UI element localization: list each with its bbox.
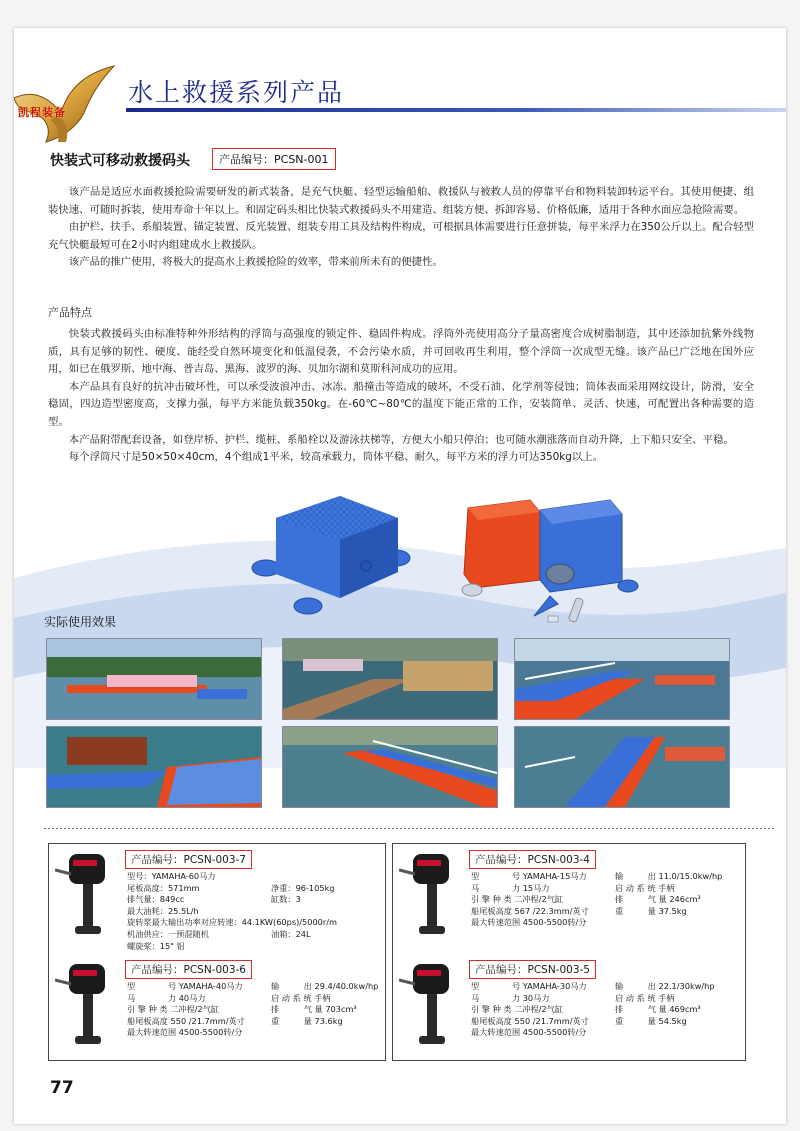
engine-code-badge: 产品编号：PCSN-003-7 xyxy=(125,850,252,869)
intro-text xyxy=(48,184,754,272)
usage-photo xyxy=(514,638,730,720)
feature-paragraph: 快装式救援码头由标准特种外形结构的浮筒与高强度的锁定件、稳固件构成。浮筒外壳使用高分子量高密度合成树脂制造，其中还添加抗紫外线物质，具有足够的韧性、硬度、能经受自然环境变化和低温侵袭，不会污染水质，并可回收再生利用，整个浮筒一次成型无缝。该产品已广泛地在国外应用，如已在俄罗斯、地中海、普吉岛、黑海、波罗的海、贝加尔湖和莫斯科河成功的应用。 xyxy=(48,328,754,376)
intro-paragraph: 该产品是适应水面救援抢险需要研发的新式装备，是充气快艇、轻型运输船舶、救援队与被救人员的停靠平台和物料装卸转运平台。其使用便捷、组装快速、可随时拆装，使用寿命十年以上。和固定码头相比快装式救援码头不用建造、组装方便、拆卸容易、价格低廉，适用于各种水面应急抢险需要。 xyxy=(48,186,754,216)
usage-label: 实际使用效果 xyxy=(44,615,117,629)
feature-paragraph: 本产品具有良好的抗冲击破坏性，可以承受波浪冲击、冰冻、船撞击等造成的破坏，不受石油、化学剂等侵蚀；筒体表面采用网纹设计，防滑，安全稳固，四边造型密度高，支撑力强，每平方米能负载350kg。在-60℃~80℃的温度下能正常的工作，安装简单、灵活、快速，可配置出各种需要的造型。 xyxy=(48,380,754,428)
usage-photo xyxy=(46,726,262,808)
engine-code-badge: 产品编号：PCSN-003-5 xyxy=(469,960,596,979)
engine-code-badge: 产品编号：PCSN-003-4 xyxy=(469,850,596,869)
intro-paragraph: 该产品的推广使用，将极大的提高水上救援抢险的效率，带来前所未有的便捷性。 xyxy=(68,256,443,269)
section-divider xyxy=(44,828,774,829)
product-code-badge: 产品编号：PCSN-001 xyxy=(212,148,336,170)
engine-code-badge: 产品编号：PCSN-003-6 xyxy=(125,960,252,979)
title-rule xyxy=(126,108,786,112)
features-text xyxy=(48,326,754,467)
outboard-motor-icon xyxy=(55,958,125,1054)
outboard-motor-icon xyxy=(55,848,125,944)
intro-paragraph: 由护栏、扶手、系船装置、锚定装置、反光装置、组装专用工具及结构件构成，可根据具体需要进行任意拼装，每平米浮力在350公斤以上。配合轻型充气快艇最短可在2小时内组建成水上救援队。 xyxy=(48,221,754,251)
engine-spec-table: 型 号 YAMAHA-30马力 输 出 22.1/30kw/hp 马 力 30马力 启 动 系 统 手柄 引 擎 种 类 二冲程/2气缸 排 气 量 469cm³ 船尾板高度 550 /21.7mm/英寸 重 量 54.5kg 最大转速范围 4500-5500转/分 xyxy=(471,981,715,1038)
blue-float-image xyxy=(248,488,414,628)
usage-photo xyxy=(46,638,262,720)
page-title: 水上救援系列产品 xyxy=(128,78,345,107)
feature-paragraph: 每个浮筒尺寸是50×50×40cm，4个组成1平米，较高承载力，筒体平稳、耐久，每平方米的浮力可达350kg以上。 xyxy=(68,451,603,464)
usage-photo xyxy=(282,638,498,720)
catalog-page xyxy=(14,28,786,1124)
engine-spec-table: 型 号 YAMAHA-40马力 输 出 29.4/40.0kw/hp 马 力 40马力 启 动 系 统 手柄 引 擎 种 类 二冲程/2气缸 排 气 量 703cm³ 船尾板高度 550 /21.7mm/英寸 重 量 73.6kg 最大转速范围 4500-5500转/分 xyxy=(127,981,379,1038)
engine-panel-right xyxy=(392,843,746,1061)
logo-text: 凯程装备 xyxy=(18,106,66,119)
outboard-motor-icon xyxy=(399,958,469,1054)
engine-spec-block xyxy=(49,844,385,952)
engine-spec-table: 型号：YAMAHA-60马力 尾板高度：571mm 净重：96-105kg 排气量：849cc 缸数：3 最大油耗：25.5L/h 旋转浆最大输出功率对应转速：44.1KW(60ps)/5000r/m 机油供应：一预混随机 油箱：24L 螺旋桨：15" 铝 xyxy=(127,871,337,951)
engine-spec-block xyxy=(49,954,385,1062)
engine-panel-left xyxy=(48,843,386,1061)
engine-spec-table: 型 号 YAMAHA-15马力 输 出 11.0/15.0kw/hp 马 力 15马力 启 动 系 统 手柄 引 擎 种 类 二冲程/2气缸 排 气 量 246cm³ 船尾板高度 567 /22.3mm/英寸 重 量 37.5kg 最大转速范围 4500-5500转/分 xyxy=(471,871,723,928)
product-heading: 快装式可移动救援码头 xyxy=(50,153,190,169)
engine-spec-block xyxy=(393,844,745,952)
feature-paragraph: 本产品附带配套设备，如登岸桥、护栏、缆桩、系船栓以及游泳扶梯等，方便大小船只停泊；也可随水潮涨落而自动升降，上下船只安全、平稳。 xyxy=(68,433,734,446)
engine-spec-block xyxy=(393,954,745,1062)
usage-photo xyxy=(514,726,730,808)
outboard-motor-icon xyxy=(399,848,469,944)
page-number: 77 xyxy=(50,1078,74,1098)
red-blue-float-pair-image xyxy=(450,488,646,628)
features-label: 产品特点 xyxy=(48,306,92,319)
usage-photo xyxy=(282,726,498,808)
